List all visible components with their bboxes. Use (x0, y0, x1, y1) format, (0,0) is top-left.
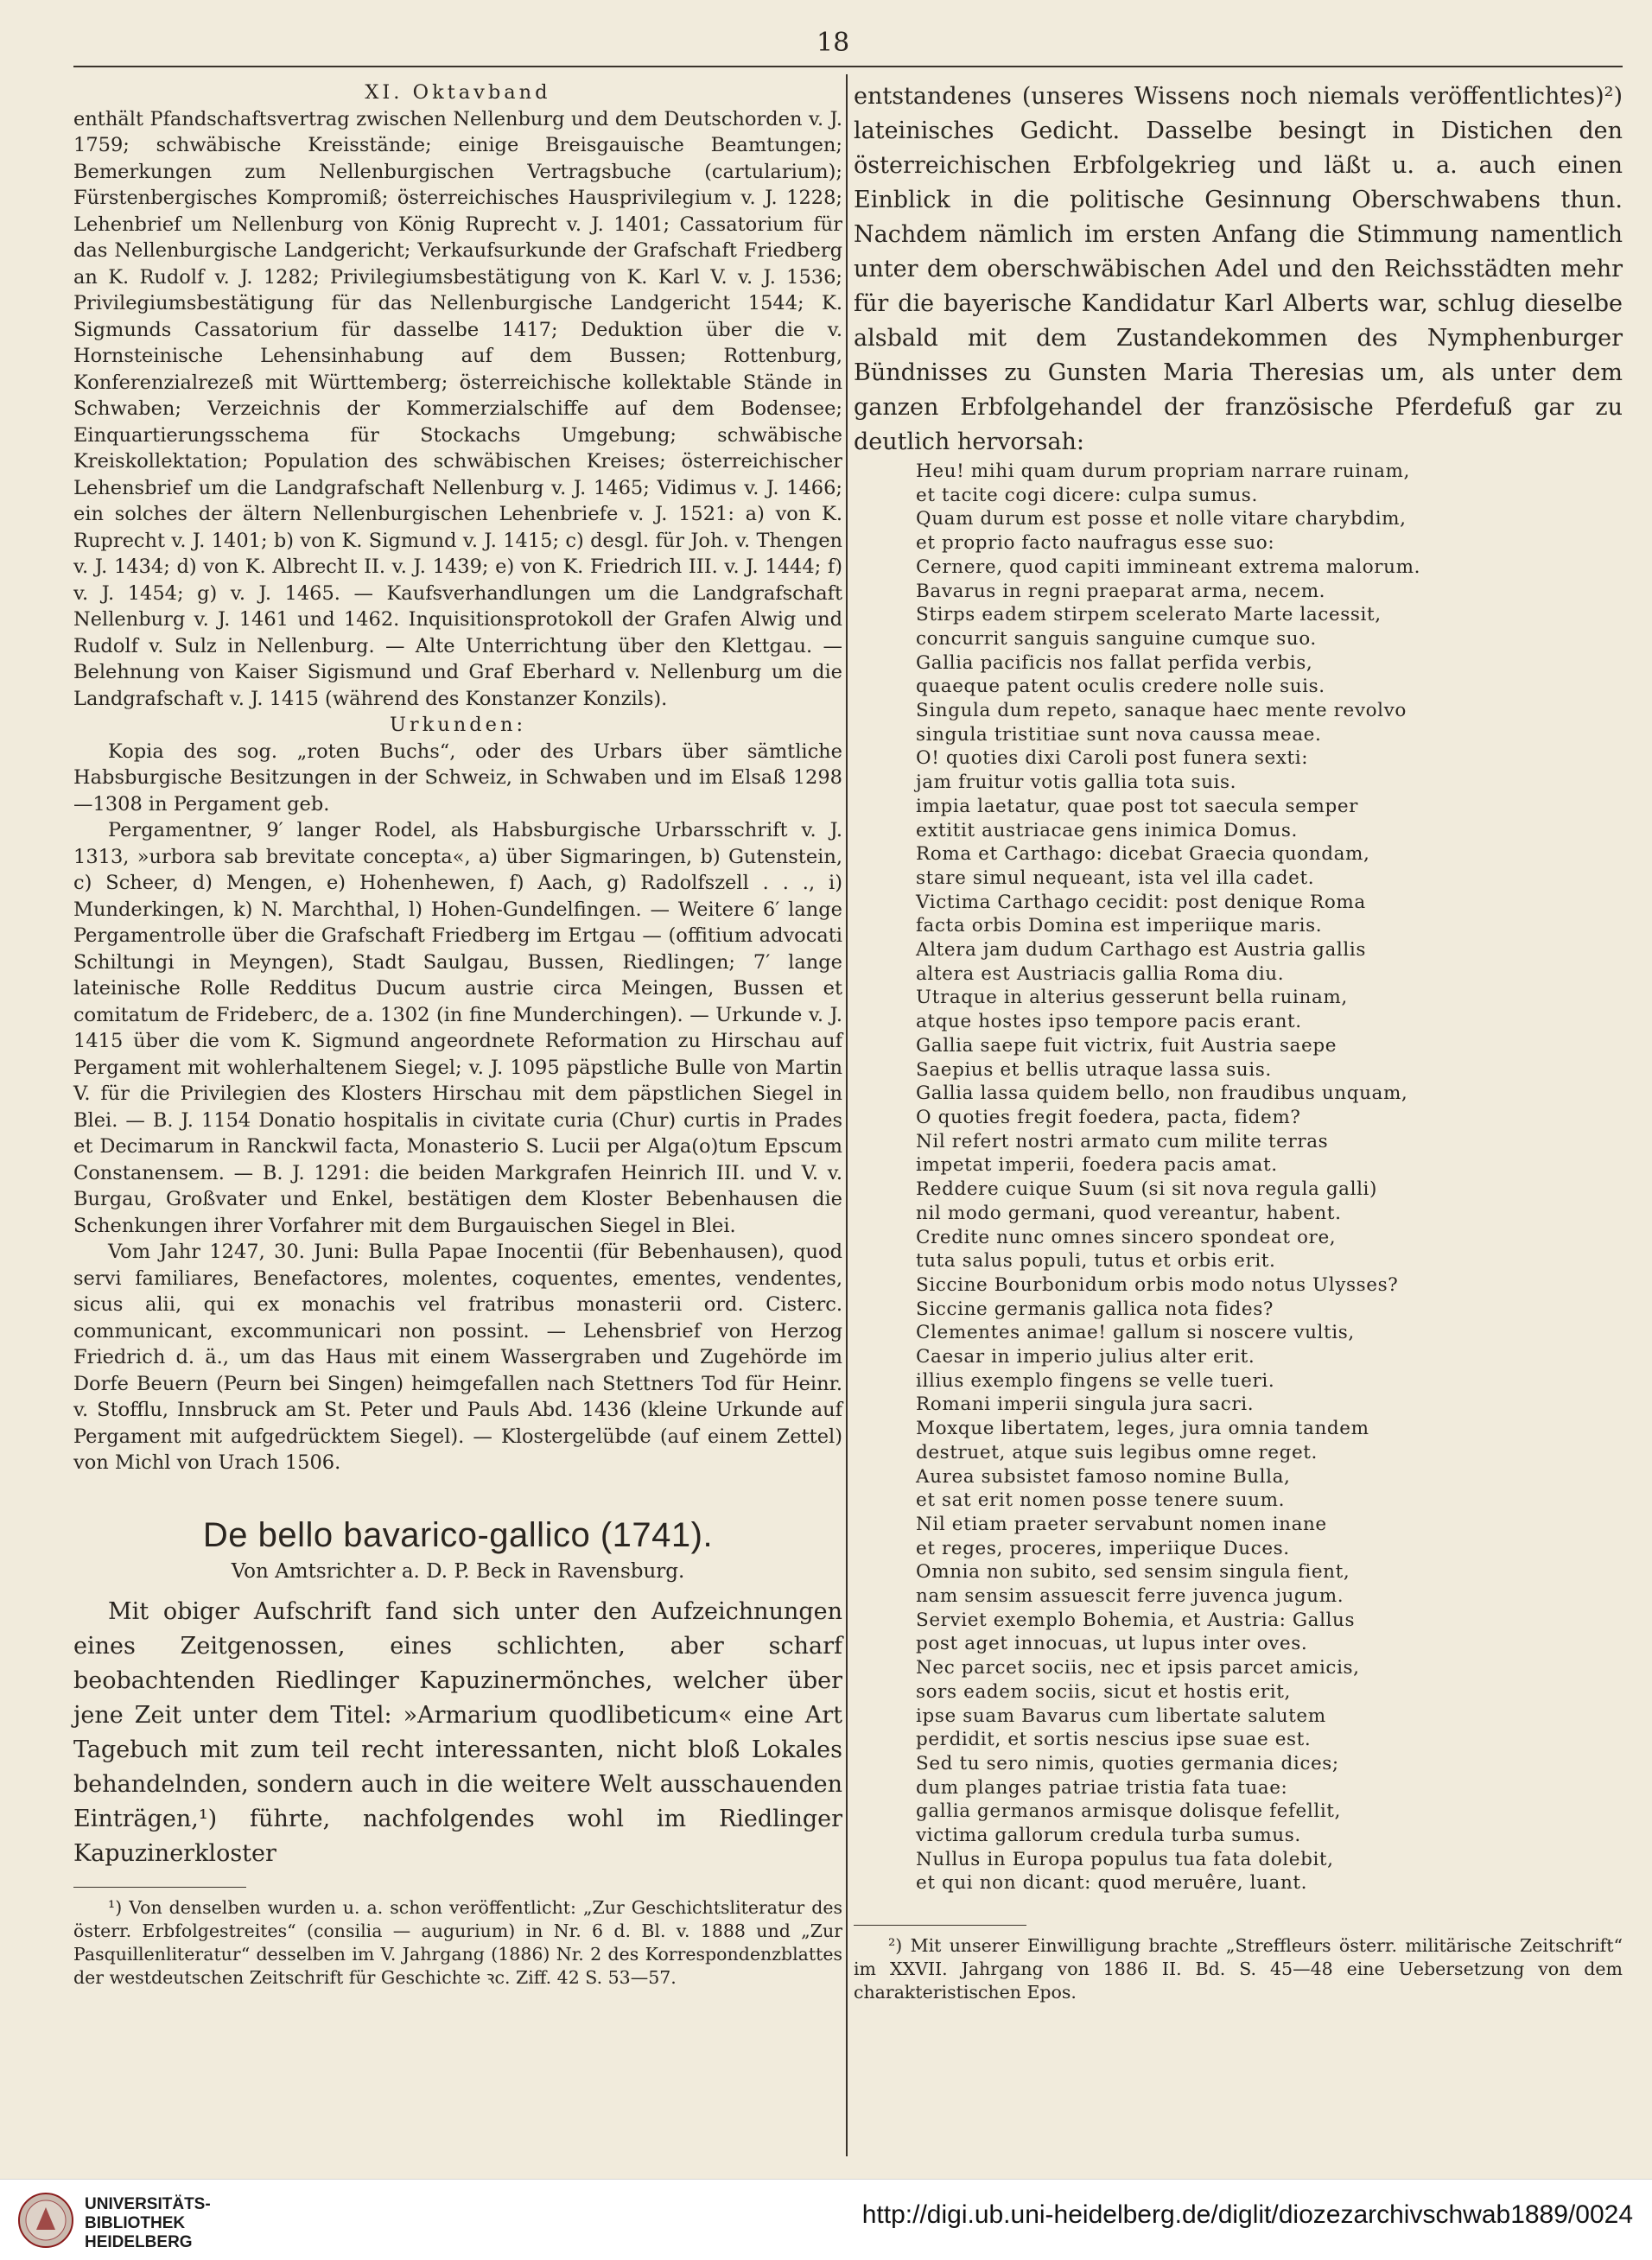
section-heading: XI. Oktavband (365, 81, 551, 104)
poem-line: Stirps eadem stirpem scelerato Marte lacessit, (916, 604, 1382, 626)
article-body: Mit obiger Aufschrift fand sich unter den Aufzeichnungen eines Zeitgenossen, eines schlichten, aber scharf beobachtenden Riedlinger Kapuzinermönches, welcher über jene Zeit unter dem Titel: »Armarium quodlibeticum« eine Art Tagebuch mit zum teil recht interessanten, nicht bloß Lokales behandelnden, sondern auch in die weitere Welt ausschauenden Einträgen,¹) führte, nachfolgendes wohl im Riedlinger Kapuzinerkloster (73, 1597, 842, 1867)
poem-line: Roma et Carthago: dicebat Graecia quondam, (916, 843, 1370, 866)
poem-line: Bavarus in regni praeparat arma, necem. (916, 580, 1326, 602)
poem-line: Gallia pacificis nos fallat perfida verbis, (916, 651, 1313, 674)
poem-line: destruet, atque suis legibus omne reget. (916, 1441, 1318, 1463)
poem-line: concurrit sanguis sanguine cumque suo. (916, 627, 1317, 650)
poem-line: nam sensim assuescit ferre juvenca jugum. (916, 1585, 1344, 1608)
poem-line: Romani imperii singula jura sacri. (916, 1393, 1255, 1416)
poem-line: Nec parcet sociis, nec et ipsis parcet amicis, (916, 1657, 1360, 1679)
column-divider (846, 74, 848, 2156)
footnote-2: ²) Mit unserer Einwilligung brachte „Streffleurs österr. militärische Zeitschrift“ im XXVII. Jahrgang von 1886 II. Bd. S. 45—48 eine Uebersetzung von dem charakteristischen Epos. (854, 1935, 1623, 2003)
poem-line: facta orbis Domina est imperiique maris. (916, 915, 1323, 937)
poem-line: impetat imperii, foedera pacis amat. (916, 1154, 1278, 1177)
poem-line: et qui non dicant: quod meruêre, luant. (916, 1872, 1308, 1895)
footer-bar (0, 2179, 1652, 2260)
library-logo (17, 2192, 74, 2252)
poem-line: extitit austriacae gens inimica Domus. (916, 819, 1298, 841)
poem-line: tuta salus populi, tutus et orbis erit. (916, 1250, 1276, 1273)
poem-line: impia laetatur, quae post tot saecula semper (916, 795, 1359, 817)
poem-line: stare simul nequeant, ista vel illa cadet. (916, 867, 1315, 889)
poem-line: post aget innocuas, ut lupus inter oves. (916, 1633, 1308, 1655)
vom-jahr-paragraph: Vom Jahr 1247, 30. Juni: Bulla Papae Inocentii (für Bebenhausen), quod servi familiares, Benefactores, molentes, coquentes, ementes, vendentes, sicus alii, qui ex monachis vel fratribus monasterii ord. Cisterc. communicant, excommunicari non possint. — Lehensbrief von Herzog Friedrich d. ä., um das Haus mit einem Wassergraben und Zugehörde im Dorfe Beuern (Peurn bei Singen) heimgefallen nach Stettners Tod für Heinr. v. Stofflu, Innsbruck am St. Peter und Pauls Abd. 1436 (kleine Urkunde auf Pergament mit aufgedrücktem Siegel). — Klostergelübde (auf einem Zettel) von Michl von Urach 1506. (73, 1241, 842, 1474)
poem-line: Nullus in Europa populus tua fata dolebit, (916, 1848, 1334, 1870)
poem-line: Victima Carthago cecidit: post denique Roma (916, 891, 1366, 913)
right-column (854, 79, 1623, 2004)
poem-line: Sed tu sero nimis, quoties germania dices; (916, 1752, 1339, 1774)
poem-line: et proprio facto naufragus esse suo: (916, 532, 1275, 555)
poem-line: Reddere cuique Suum (si sit nova regula galli) (916, 1178, 1378, 1201)
poem-line: gallia germanos armisque dolisque fefellit, (916, 1800, 1341, 1823)
poem-line: et sat erit nomen posse tenere suum. (916, 1489, 1286, 1512)
poem-line: Aurea subsistet famoso nomine Bulla, (916, 1465, 1291, 1488)
kopia-paragraph: Kopia des sog. „roten Buchs“, oder des Urbars über sämtliche Habsburgische Besitzungen in der Schweiz, in Schwaben und im Elsaß 1298—1308 in Pergament geb. (73, 740, 842, 816)
poem-line: sors eadem sociis, sicut et hostis erit, (916, 1680, 1291, 1703)
poem-line: Nil refert nostri armato cum milite terras (916, 1130, 1329, 1152)
poem-line: Saepius et bellis utraque lassa suis. (916, 1058, 1272, 1081)
poem-line: Altera jam dudum Carthago est Austria gallis (916, 939, 1366, 962)
poem-line: Moxque libertatem, leges, jura omnia tandem (916, 1418, 1369, 1440)
source-url-link[interactable]: http://digi.ub.uni-heidelberg.de/diglit/diozezarchivschwab1889/0024 (861, 2200, 1633, 2229)
poem-line: et reges, proceres, imperiique Duces. (916, 1537, 1290, 1559)
poem-line: Siccine Bourbonidum orbis modo notus Ulysses? (916, 1273, 1399, 1296)
poem-line: Caesar in imperio julius alter erit. (916, 1346, 1255, 1368)
latin-poem (916, 460, 1623, 1895)
library-seal-icon (17, 2192, 74, 2249)
poem-line: Utraque in alterius gesserunt bella ruinam, (916, 987, 1348, 1009)
poem-line: Credite nunc omnes sincero spondeat ore, (916, 1226, 1337, 1248)
poem-line: O quoties fregit foedera, pacta, fidem? (916, 1106, 1301, 1128)
poem-line: Clementes animae! gallum si noscere vultis, (916, 1322, 1355, 1344)
poem-line: O! quoties dixi Caroli post funera sexti: (916, 747, 1309, 770)
library-name-line-2: BIBLIOTHEK (85, 2214, 186, 2232)
intro-paragraph: entstandenes (unseres Wissens noch niemals veröffentlichtes)²) lateinisches Gedicht. Dasselbe besingt in Distichen den österreichischen Erbfolgekrieg und läßt u. a. auch einen Einblick in die politische Gesinnung Oberschwabens thun. Nachdem nämlich im ersten Anfang die Stimmung namentlich unter dem oberschwäbischen Adel und den Reichsstädten mehr für die bayerische Kandidatur Karl Alberts war, schlug dieselbe alsbald mit dem Zustandekommen des Nymphenburger Bündnisses zu Gunsten Maria Theresias um, als unter dem ganzen Erbfolgehandel der französische Pferdefuß gar zu deutlich hervorsah: (854, 83, 1623, 455)
poem-line: victima gallorum credula turba sumus. (916, 1825, 1301, 1847)
poem-line: altera est Austriacis gallia Roma diu. (916, 962, 1285, 985)
poem-line: Serviet exemplo Bohemia, et Austria: Gallus (916, 1609, 1356, 1631)
poem-line: et tacite cogi dicere: culpa sumus. (916, 484, 1258, 506)
pergament-paragraph: Pergamentner, 9′ langer Rodel, als Habsburgische Urbarsschrift v. J. 1313, »urbora sab brevitate concepta«, a) über Sigmaringen, b) Gutenstein, c) Scheer, d) Mengen, e) Hohenhewen, f) Aach, g) Radolfszell . . ., i) Munderkingen, k) N. Marchthal, l) Hohen-Gundelfingen. — Weitere 6′ lange Pergamentrolle über die Grafschaft Friedberg im Ertgau — (offitium advocati Schiltungi in Meyngen), Stadt Saulgau, Bussen, Riedlingen; 7′ lange lateinische Rolle Redditus Ducum austrie circa Meingen, Bussen et comitatum de Frideberc, de a. 1302 (in fine Munderchingen). — Urkunde v. J. 1415 über die vom K. Sigmund angeordnete Reformation zu Hirschau auf Pergament mit wohlerhaltenem Siegel; v. J. 1095 päpstliche Bulle von Martin V. für die Privilegien des Klosters Hirschau mit dem päpstlichen Siegel in Blei. — B. J. 1154 Donatio hospitalis in civitate curia (Chur) curtis in Prades et Decimarum in Ranckwil facta, Monasterio S. Lucii per Alga(o)tum Epscum Constanensem. — B. J. 1291: die beiden Markgrafen Heinrich III. und V. v. Burgau, Großvater und Enkel, bestätigen dem Kloster Bebenhausen die Schenkungen ihrer Vorfahrer mit dem Burgauischen Siegel in Blei. (73, 819, 842, 1237)
poem-line: jam fruitur votis gallia tota suis. (916, 771, 1237, 794)
poem-line: dum planges patriae tristia fata tuae: (916, 1776, 1288, 1799)
page-number: 18 (816, 28, 850, 58)
poem-line: perdidit, et sortis nescius ipse suae est. (916, 1729, 1312, 1751)
poem-line: Gallia saepe fuit victrix, fuit Austria saepe (916, 1034, 1337, 1057)
poem-line: ipse suam Bavarus cum libertate salutem (916, 1705, 1326, 1727)
poem-line: Siccine germanis gallica nota fides? (916, 1298, 1274, 1320)
article-title: De bello bavarico-gallico (1741). (202, 1515, 714, 1554)
contents-paragraph: enthält Pfandschaftsvertrag zwischen Nellenburg und dem Deutschorden v. J. 1759; schwäbische Kreisstände; einige Breisgauische Beamtungen; Bemerkungen zum Nellenburgischen Vertragsbuche (cartularium); Fürstenbergisches Kompromiß; österreichisches Hausprivilegium v. J. 1228; Lehenbrief um Nellenburg von König Ruprecht v. J. 1401; Cassatorium für das Nellenburgische Landgericht; Verkaufsurkunde der Grafschaft Friedberg an K. Rudolf v. J. 1282; Privilegiumsbestätigung von K. Karl V. v. J. 1536; Privilegiumsbestätigung für das Nellenburgische Landgericht 1544; K. Sigmunds Cassatorium für dasselbe 1417; Deduktion über die v. Hornsteinische Lehensinhabung auf dem Bussen; Rottenburg, Konferenzialrezeß mit Württemberg; österreichische kollektable Stände in Schwaben; Verzeichnis der Kommerzialschiffe auf dem Bodensee; Einquartierungsschema für Stockachs Umgebung; schwäbische Kreiskollektation; Population des schwäbischen Kreises; österreichischer Lehensbrief um die Landgrafschaft Nellenburg v. J. 1465; Vidimus v. J. 1466; ein solches der ältern Nellenburgischen Lehenbriefe v. J. 1521: a) von K. Ruprecht v. J. 1401; b) von K. Sigmund v. J. 1415; c) desgl. für Joh. v. Thengen v. J. 1434; d) von K. Albrecht II. v. J. 1439; e) von K. Friedrich III. v. J. 1444; f) v. J. 1454; g) v. J. 1465. — Kaufsverhandlungen um die Landgrafschaft Nellenburg v. J. 1461 und 1462. Inquisitionsprotokoll der Grafen Alwig und Rudolf v. Sulz in Nellenburg. — Alte Unterrichtung über den Klettgau. — Belehnung von Kaiser Sigismund und Graf Eberhard v. Nellenburg um die Landgrafschaft v. J. 1415 (während des Konstanzer Konzils). (73, 107, 842, 710)
library-name-line-1: UNIVERSITÄTS- (85, 2195, 211, 2213)
poem-line: Heu! mihi quam durum propriam narrare ruinam, (916, 460, 1410, 482)
poem-line: nil modo germani, quod vereantur, habent. (916, 1202, 1342, 1224)
library-name (85, 2195, 211, 2252)
library-name-line-3: HEIDELBERG (85, 2233, 193, 2251)
poem-line: illius exemplo fingens se velle tueri. (916, 1369, 1275, 1392)
poem-line: quaeque patent oculis credere nolle suis. (916, 676, 1325, 698)
poem-line: Singula dum repeto, sanaque haec mente revolvo (916, 700, 1407, 722)
poem-line: atque hostes ipso tempore pacis erant. (916, 1011, 1302, 1033)
poem-line: Quam durum est posse et nolle vitare charybdim, (916, 508, 1407, 530)
poem-line: Gallia lassa quidem bello, non fraudibus unquam, (916, 1082, 1408, 1105)
poem-line: Nil etiam praeter servabunt nomen inane (916, 1513, 1327, 1535)
footnote-rule-right (854, 1925, 1026, 1926)
footnote-rule (73, 1887, 246, 1888)
poem-line: Cernere, quod capiti immineant extrema malorum. (916, 555, 1421, 578)
urkunden-heading: Urkunden: (389, 714, 527, 736)
poem-line: singula tristitiae sunt nova caussa meae. (916, 723, 1322, 746)
footnote-1: ¹) Von denselben wurden u. a. schon veröffentlicht: „Zur Geschichtsliteratur des österr. Erbfolgestreites“ (consilia — augurium) in Nr. 6 d. Bl. v. 1888 und „Zur Pasquillenliteratur“ desselben im V. Jahrgang (1886) Nr. 2 des Korrespondenzblattes der westdeutschen Zeitschrift für Geschichte ꝛc. Ziff. 42 S. 53—57. (73, 1896, 842, 1988)
header-rule (73, 66, 1623, 67)
left-column (73, 79, 842, 1990)
poem-line: Omnia non subito, sed sensim singula fient, (916, 1561, 1350, 1584)
article-byline: Von Amtsrichter a. D. P. Beck in Ravensburg. (231, 1559, 685, 1583)
